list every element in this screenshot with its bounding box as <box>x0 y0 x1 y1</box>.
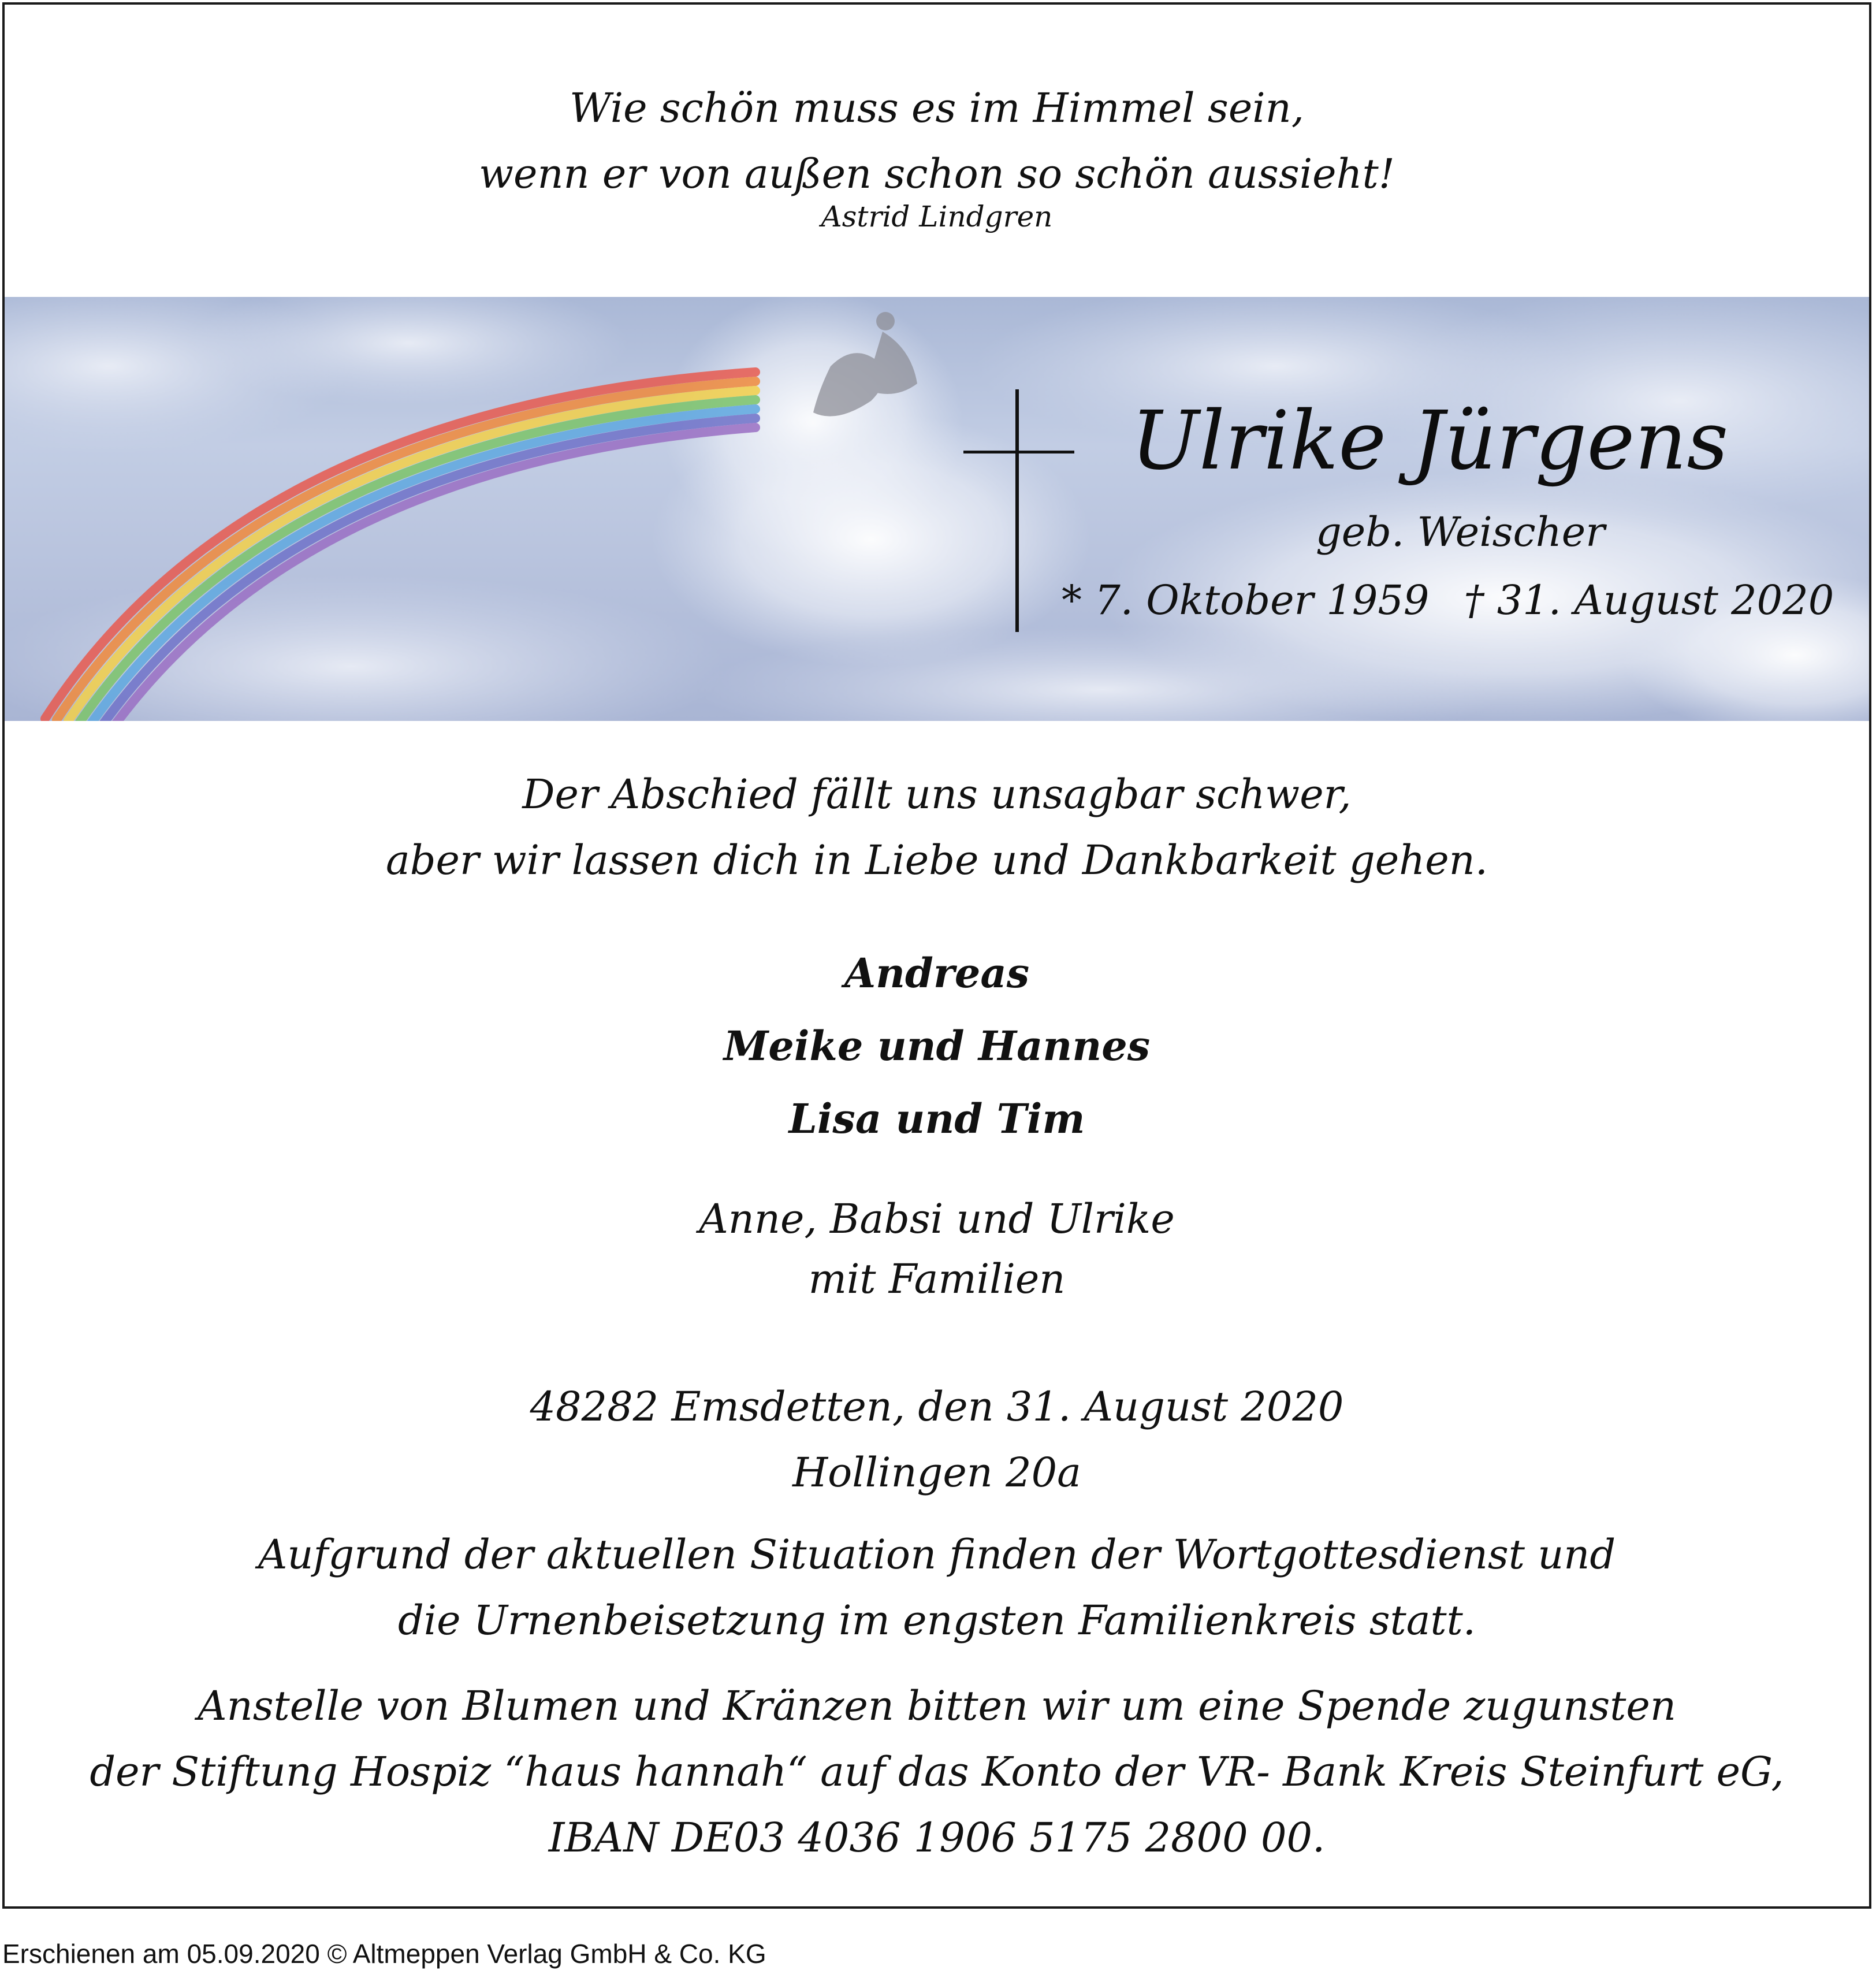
donation-line: IBAN DE03 4036 1906 5175 2800 00. <box>548 1814 1326 1861</box>
donation-line: Anstelle von Blumen und Kränzen bitten wir um eine Spende zugunsten <box>198 1682 1676 1730</box>
farewell-line: aber wir lassen dich in Liebe und Dankbarkeit gehen. <box>386 836 1488 884</box>
address <box>5 1374 1869 1505</box>
quote <box>5 75 1869 207</box>
mourner-name: Lisa und Tim <box>788 1095 1085 1143</box>
donation-line: der Stiftung Hospiz “haus hannah“ auf das Konto der VR- Bank Kreis Steinfurt eG, <box>90 1748 1784 1795</box>
life-dates <box>1062 574 1834 626</box>
donation-request <box>5 1673 1869 1871</box>
cross-icon <box>1015 389 1019 632</box>
address-line: Hollingen 20a <box>792 1449 1081 1496</box>
sisters-text <box>5 1189 1869 1309</box>
farewell-text <box>5 761 1869 893</box>
publication-footer: Erschienen am 05.09.2020 © Altmeppen Verlag GmbH & Co. KG <box>2 1939 766 1969</box>
sisters-line: mit Familien <box>808 1255 1066 1303</box>
death-date: † 31. August 2020 <box>1464 577 1834 624</box>
cross-bar <box>963 451 1074 453</box>
address-line: 48282 Emsdetten, den 31. August 2020 <box>530 1383 1344 1430</box>
deceased-name: Ulrike Jürgens <box>1131 394 1729 488</box>
banner <box>5 297 1869 721</box>
quote-author: Astrid Lindgren <box>821 200 1053 233</box>
info-line: die Urnenbeisetzung im engsten Familienkreis statt. <box>397 1597 1476 1644</box>
info-line: Aufgrund der aktuellen Situation finden der Wortgottesdienst und <box>258 1531 1616 1578</box>
mourner-name: Andreas <box>844 949 1030 997</box>
quote-line: wenn er von außen schon so schön aussieht! <box>479 150 1395 198</box>
sisters-line: Anne, Babsi und Ulrike <box>699 1195 1175 1243</box>
birth-date: * 7. Oktober 1959 <box>1062 577 1430 624</box>
mourner-name: Meike und Hannes <box>723 1022 1151 1070</box>
obituary-card <box>2 2 1871 1909</box>
maiden-name: geb. Weischer <box>1316 508 1605 556</box>
farewell-line: Der Abschied fällt uns unsagbar schwer, <box>522 771 1352 818</box>
service-info <box>5 1522 1869 1653</box>
quote-line: Wie schön muss es im Himmel sein, <box>570 84 1304 132</box>
